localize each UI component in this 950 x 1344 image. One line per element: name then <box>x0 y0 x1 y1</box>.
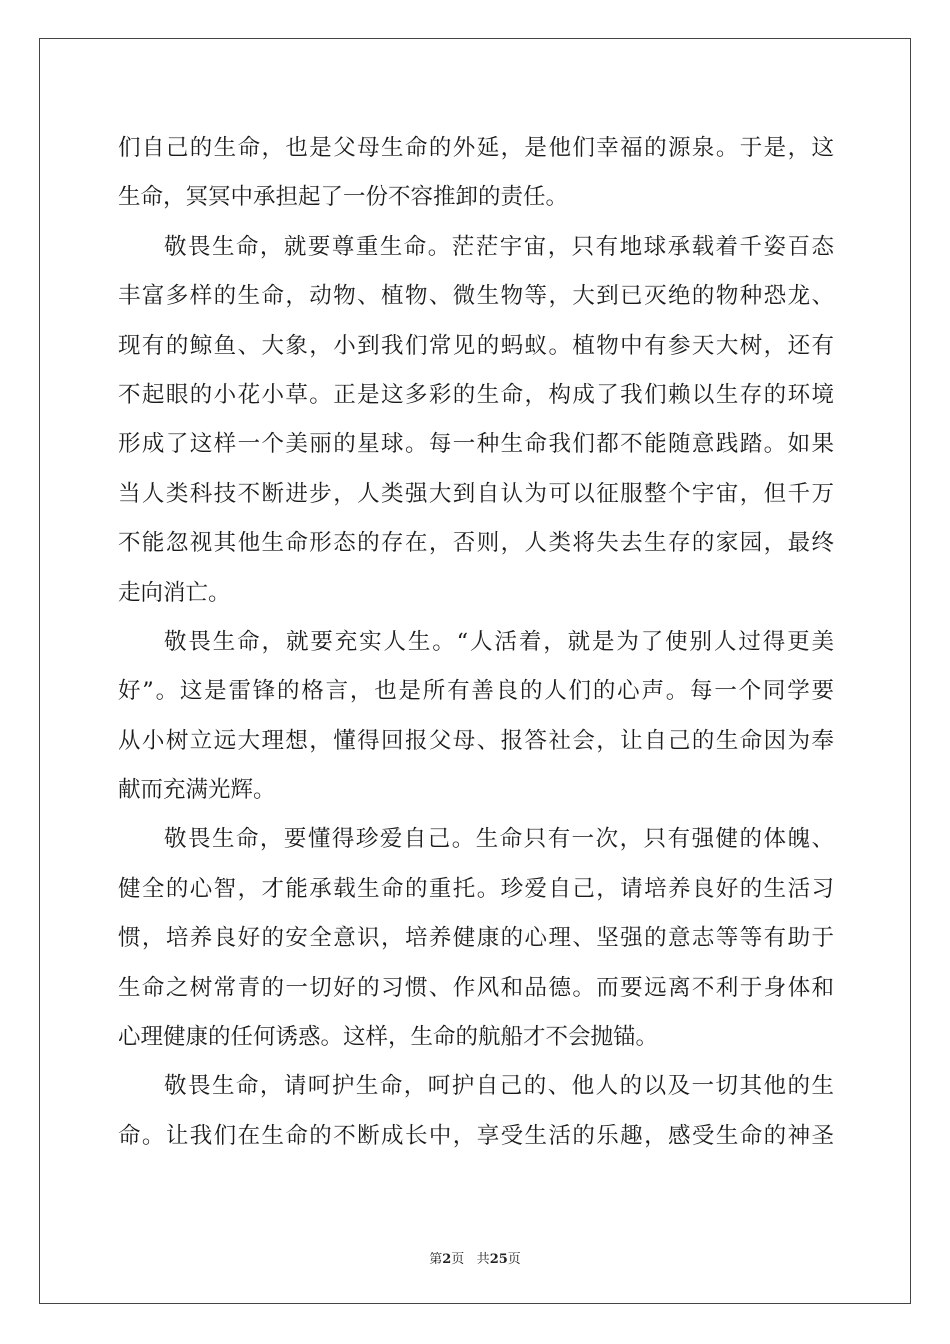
text-line: 惯，培养良好的安全意识，培养健康的心理、坚强的意志等等有助于 <box>118 925 834 952</box>
footer-page-word: 页 <box>451 1252 465 1267</box>
text-line: 从小树立远大理想，懂得回报父母、报答社会，让自己的生命因为奉 <box>118 727 834 754</box>
footer-prefix: 第 <box>429 1252 443 1267</box>
text-line: 走向消亡。 <box>118 579 231 606</box>
text-line: 敬畏生命，就要充实人生。“人活着，就是为了使别人过得更美 <box>164 628 834 655</box>
text-line: 不能忽视其他生命形态的存在，否则，人类将失去生存的家园，最终 <box>118 530 834 557</box>
text-line: 敬畏生命，就要尊重生命。茫茫宇宙，只有地球承载着千姿百态 <box>164 233 834 260</box>
text-line: 好”。这是雷锋的格言，也是所有善良的人们的心声。每一个同学要 <box>118 678 834 705</box>
footer-total-prefix: 共 <box>476 1252 490 1267</box>
text-line: 生命之树常青的一切好的习惯、作风和品德。而要远离不利于身体和 <box>118 974 834 1001</box>
document-body <box>118 124 834 1161</box>
page-footer <box>0 1248 950 1267</box>
text-line: 现有的鲸鱼、大象，小到我们常见的蚂蚁。植物中有参天大树，还有 <box>118 332 834 359</box>
text-line: 心理健康的任何诱惑。这样，生命的航船才不会抛锚。 <box>118 1024 659 1051</box>
text-line: 献而充满光辉。 <box>118 777 276 804</box>
text-line: 敬畏生命，要懂得珍爱自己。生命只有一次，只有强健的体魄、 <box>164 826 834 853</box>
text-line: 命。让我们在生命的不断成长中，享受生活的乐趣，感受生命的神圣 <box>118 1122 834 1149</box>
total-page-count: 25 <box>489 1252 508 1267</box>
text-line: 生命，冥冥中承担起了一份不容推卸的责任。 <box>118 184 569 211</box>
text-line: 当人类科技不断进步，人类强大到自认为可以征服整个宇宙，但千万 <box>118 480 834 507</box>
text-line: 丰富多样的生命，动物、植物、微生物等，大到已灭绝的物种恐龙、 <box>118 283 834 310</box>
text-line: 形成了这样一个美丽的星球。每一种生命我们都不能随意践踏。如果 <box>118 431 834 458</box>
current-page-number: 2 <box>442 1252 452 1267</box>
text-line: 健全的心智，才能承载生命的重托。珍爱自己，请培养良好的生活习 <box>118 875 834 902</box>
text-line: 不起眼的小花小草。正是这多彩的生命，构成了我们赖以生存的环境 <box>118 381 834 408</box>
footer-total-suffix: 页 <box>507 1252 521 1267</box>
text-line: 们自己的生命，也是父母生命的外延，是他们幸福的源泉。于是，这 <box>118 135 834 161</box>
text-line: 敬畏生命，请呵护生命，呵护自己的、他人的以及一切其他的生 <box>164 1073 834 1100</box>
